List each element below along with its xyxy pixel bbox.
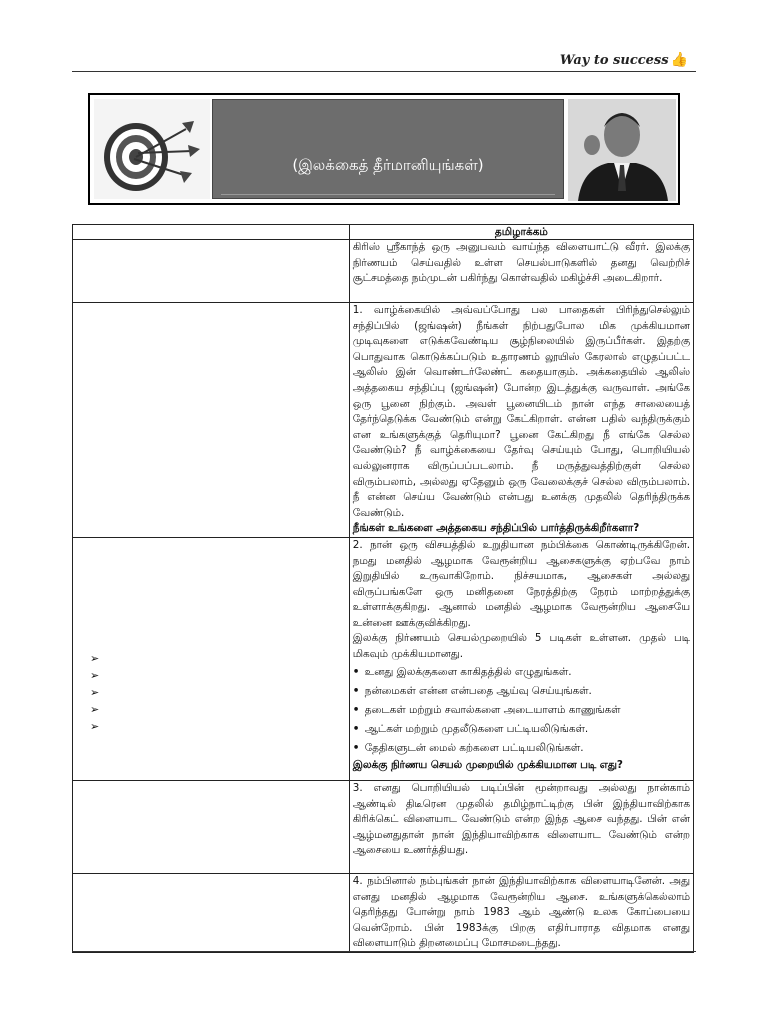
header-left-cell [73, 225, 350, 240]
right-cell [349, 873, 693, 952]
table-row [73, 780, 694, 873]
right-cell [349, 537, 693, 780]
row-question: நீங்கள் உங்களை அத்தகைய சந்திப்பில் பார்த்திருக்கிறீர்களா? [352, 522, 640, 535]
table-row [73, 240, 694, 303]
left-cell [73, 303, 350, 538]
right-cell [349, 303, 693, 538]
arrow-icon: ➢ [90, 669, 100, 682]
steps-list [353, 663, 690, 758]
target-darts-image [94, 99, 210, 199]
thumbs-up-icon: 👍 [670, 52, 688, 68]
banner-title: (இலக்கைத் தீர்மானியுங்கள்) [292, 156, 484, 174]
top-rule [72, 71, 696, 72]
arrow-markers [90, 650, 99, 735]
right-cell [349, 780, 693, 873]
header-title [560, 52, 688, 68]
row-text: 1. வாழ்க்கையில் அவ்வப்போது பல பாதைகள் பிரிந்துசெல்லும் சந்திப்பில் (ஜங்ஷன்) நீங்கள் நிற்பதுபோல மிக முக்கியமான முடிவுகளை எடுக்கவேண்டிய சூழ்நிலையில் இருப்பீர்கள். இதற்கு பொதுவாக கொடுக்கப்படும் உதாரணம் லூயிஸ் கேரலால் எழுதப்பட்ட ஆலிஸ் இன் வொண்டர்லேண்ட் கதையாகும். அக்கதையில் ஆலிஸ் அத்தகைய சந்திப்பு (ஜங்ஷன்) போன்ற இடத்துக்கு வருவாள். அங்கே ஒரு பூனை நிற்கும். அவள் பூனையிடம் நான் எந்த சாலையைத் தேர்ந்தெடுக்க வேண்டும் என்று கேட்கிறாள். என்ன பதில் வந்திருக்கும் என உங்களுக்குத் தெரியுமா? பூனை கேட்கிறது நீ எங்கே செல்ல வேண்டும்? நீ வாழ்க்கையை தேர்வு செய்யும் போது, பொறியியல் வல்லுனராக விருப்பப்படலாம். நீ மருத்துவத்திற்குள் செல்ல விரும்பலாம், அல்லது ஏதேனும் ஒரு வேலைக்குச் செல்ல விரும்பலாம். நீ என்ன செய்ய வேண்டும் என்பது உனக்கு முதலில் தெரிந்திருக்க வேண்டும். [352, 304, 690, 519]
right-cell [349, 240, 693, 303]
row-text: 3. எனது பொறியியல் படிப்பின் மூன்றாவது அல்லது நான்காம் ஆண்டில் திடீரென முதலில் தமிழ்நாட்டிற்கு பின் இந்தியாவிற்காக கிரிக்கெட் விளையாட வேண்டும் என்ற இந்த ஆசை வந்தது. பின் என் ஆழ்மனதுதான் நான் இந்தியாவிற்காக விளையாட வேண்டும் என்ற ஆசையை உணர்த்தியது. [352, 781, 690, 857]
left-cell [73, 873, 350, 952]
row-text-2: இலக்கு நிர்ணயம் செயல்முறையில் 5 படிகள் உள்ளன. முதல் படி மிகவும் முக்கியமானது. [352, 632, 690, 661]
list-item: • தடைகள் மற்றும் சவால்களை அடையாளம் காணுங்கள் [353, 701, 690, 720]
speaker-photo [568, 99, 676, 201]
list-item: • ஆட்கள் மற்றும் முதலீடுகளை பட்டியலிடுங்கள். [353, 720, 690, 739]
left-cell [73, 240, 350, 303]
row-question: இலக்கு நிர்ணய செயல் முறையில் முக்கியமான படி எது? [352, 758, 623, 771]
table-row [73, 537, 694, 780]
banner [88, 93, 680, 205]
banner-title-panel [212, 99, 564, 199]
banner-underline [221, 194, 555, 195]
list-item: • நன்மைகள் என்ன என்பதை ஆய்வு செய்யுங்கள். [353, 682, 690, 701]
table-row [73, 303, 694, 538]
left-cell [73, 537, 350, 780]
header-text: Way to success [559, 53, 669, 68]
row-text: 2. நான் ஒரு விசயத்தில் உறுதியான நம்பிக்கை கொண்டிருக்கிறேன். நமது மனதில் ஆழமாக வேரூன்றிய ஆசைகளுக்கு ஏற்பவே நாம் இறுதியில் உருவாகிறோம். நிச்சயமாக, ஆசைகள் அல்லது விருப்பங்களே ஒரு மனிதனை நேரத்திற்கு நேரம் மாற்றத்துக்கு உள்ளாக்குகிறது. ஆனால் மனதில் ஆழமாக வேரூன்றிய ஆசையே உன்னை ஊக்குவிக்கிறது. [352, 538, 690, 629]
arrow-icon: ➢ [90, 652, 100, 665]
row-text: 4. நம்பினால் நம்புங்கள் நான் இந்தியாவிற்காக விளையாடினேன். அது எனது மனதில் ஆழமாக வேரூன்றிய ஆசை. உங்களுக்கெல்லாம் தெரிந்தது போன்று நாம் 1983 ஆம் ஆண்டு உலக கோப்பையை வென்றோம். பின் 1983க்கு பிறகு எதிர்பாராத விதமாக எனது விளையாடும் திறனமைப்பு மோசமடைந்தது. [352, 874, 690, 950]
table-header-row [73, 225, 694, 240]
list-item: • உனது இலக்குகளை காகிதத்தில் எழுதுங்கள். [353, 663, 690, 682]
translation-table [72, 224, 694, 953]
arrow-icon: ➢ [90, 703, 100, 716]
table-row [73, 873, 694, 952]
list-item: • தேதிகளுடன் மைல் கற்களை பட்டியலிடுங்கள். [353, 739, 690, 758]
bottom-rule [72, 951, 696, 952]
arrow-icon: ➢ [90, 720, 100, 733]
row-text: கிரிஸ் ஸ்ரீகாந்த் ஒரு அனுபவம் வாய்ந்த விளையாட்டு வீரர். இலக்கு நிர்ணயம் செய்வதில் உள்ள செயல்பாடுகளில் தனது வெற்றிச் சூட்சமத்தை நம்முடன் பகிர்ந்து கொள்வதில் மகிழ்ச்சி அடைகிறார். [352, 241, 690, 285]
header-right-cell: தமிழாக்கம் [349, 225, 693, 240]
left-cell [73, 780, 350, 873]
arrow-icon: ➢ [90, 686, 100, 699]
